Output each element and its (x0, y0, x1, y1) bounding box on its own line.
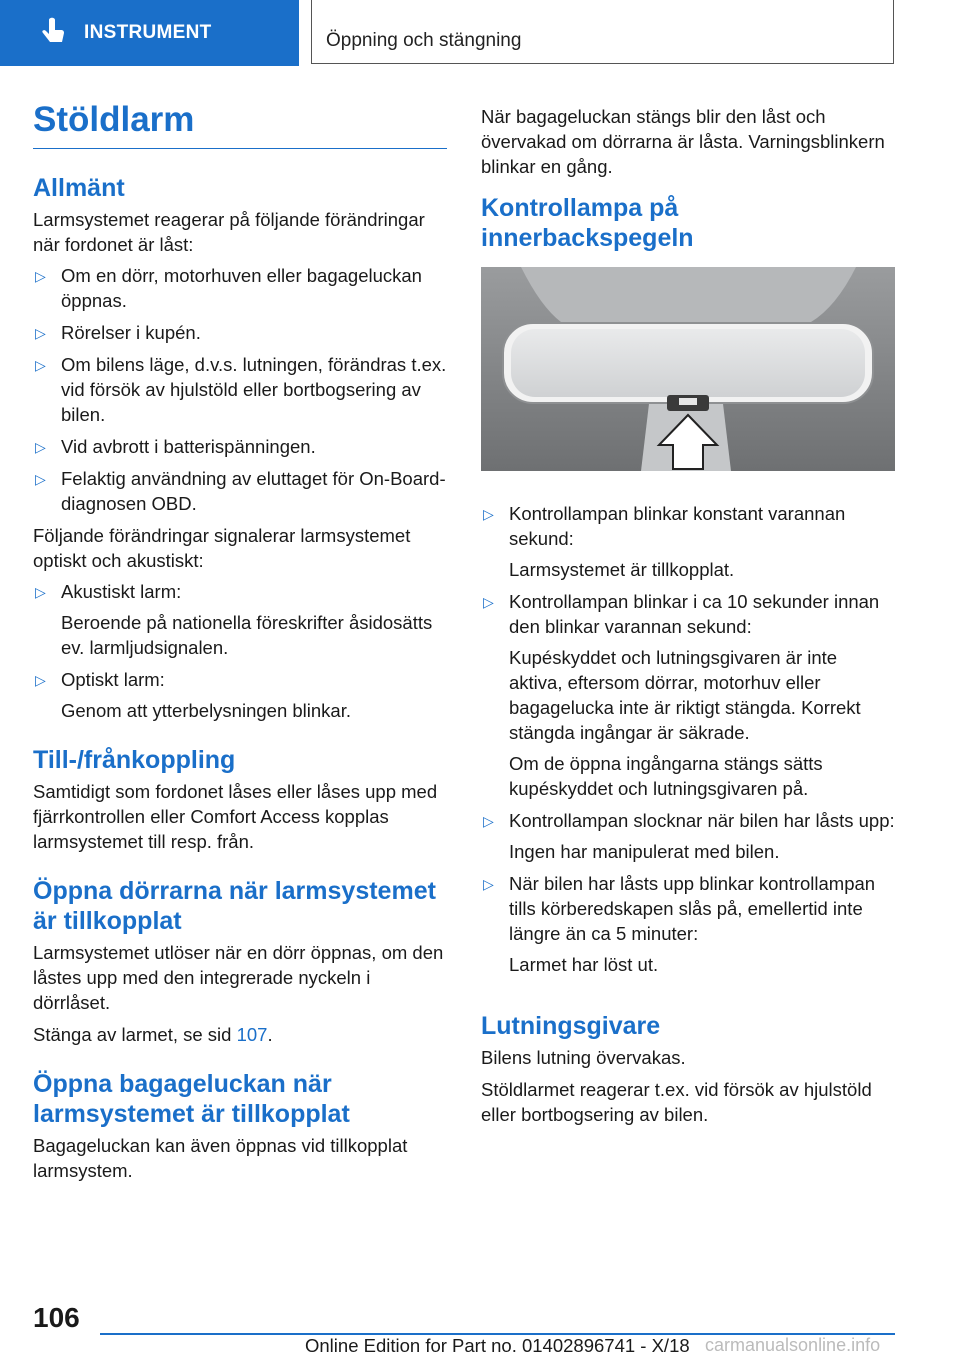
page-title: Stöldlarm (33, 100, 447, 149)
section-tab[interactable] (0, 0, 299, 66)
list-subtext: Genom att ytterbelysningen blinkar. (61, 700, 351, 721)
list-item: ▷ Akustiskt larm: (35, 581, 182, 602)
list-item: ▷ Felaktig användning av eluttaget för On-Board-diagnosen OBD. (35, 468, 446, 514)
list-subtext: Ingen har manipulerat med bilen. (509, 841, 780, 862)
page-number: 106 (33, 1302, 80, 1333)
list-item: ▷ Rörelser i kupén. (35, 322, 201, 343)
list-item: ▷ Vid avbrott i batterispänningen. (35, 436, 316, 457)
open-trunk-text: Bagageluckan kan även öppnas vid tillkopplat larmsystem. (33, 1135, 408, 1181)
list-item: ▷ Kontrollampan blinkar konstant varannan sekund: (483, 503, 846, 549)
list-item: ▷ Kontrollampan slocknar när bilen har låsts upp: (483, 810, 895, 831)
chapter-header (311, 0, 894, 64)
page-link[interactable]: 107 (236, 1024, 268, 1045)
list-item: ▷ Kontrollampan blinkar i ca 10 sekunder innan den blinkar varannan sekund: (483, 591, 880, 637)
list-subtext: Larmsystemet är tillkopplat. (509, 559, 735, 580)
tilt-text-2: Stöldlarmet reagerar t.ex. vid försök av hjulstöld eller bortbogsering av bilen. (481, 1079, 872, 1125)
open-doors-text: Larmsystemet utlöser när en dörr öppnas, om den låstes upp med den integrerade nyckeln i dörrlåset. (33, 942, 444, 1013)
list-subtext: Beroende på nationella föreskrifter åsidosätts ev. larmljudsignalen. (61, 612, 433, 658)
trunk-lock-text: När bagageluckan stängs blir den låst och övervakad om dörrarna är låsta. Varningsblinkern blinkar en gång. (481, 106, 885, 177)
left-column (33, 100, 447, 1183)
chapter-label: Öppning och stängning (326, 30, 522, 51)
list-item: ▷ Optiskt larm: (35, 669, 165, 690)
heading-open-doors: Öppna dörrarna när larmsystemet är tillkopplat (33, 877, 436, 935)
right-column (481, 100, 895, 1127)
list-item: ▷ Om bilens läge, d.v.s. lutningen, förändras t.ex. vid försök av hjulstöld eller bortbogsering av bilen. (35, 354, 447, 425)
section-label: INSTRUMENT (84, 22, 212, 43)
tilt-text-1: Bilens lutning övervakas. (481, 1047, 686, 1068)
watermark: carmanualsonline.info (705, 1335, 881, 1355)
signal-intro: Följande förändringar signalerar larmsystemet optiskt och akustiskt: (33, 525, 411, 571)
rearview-mirror-illustration (481, 267, 895, 471)
list-subtext: Kupéskyddet och lutningsgivaren är inte aktiva, eftersom dörrar, motorhuv eller bagagelucka inte är riktigt stängda. Korrekt stängda ingångar är säkrade. (509, 647, 861, 743)
heading-open-trunk: Öppna bagageluckan när larmsystemet är tillkopplat (33, 1070, 350, 1128)
heading-tilt-sensor: Lutningsgivare (481, 1012, 661, 1040)
list-subtext: Larmet har löst ut. (509, 954, 659, 975)
edition-note: Online Edition for Part no. 01402896741 - X/18 (305, 1335, 690, 1356)
heading-toggle: Till-/frånkoppling (33, 746, 236, 774)
list-item: ▷ När bilen har låsts upp blinkar kontrollampan tills körberedskapen slås på, emellertid inte längre än ca 5 minuter: (483, 873, 876, 944)
page-reference: Stänga av larmet, se sid 107. (33, 1024, 273, 1045)
hand-pointer-icon (36, 16, 70, 50)
heading-general: Allmänt (33, 174, 125, 202)
general-intro: Larmsystemet reagerar på följande förändringar när fordonet är låst: (33, 209, 425, 255)
list-subtext: Om de öppna ingångarna stängs sätts kupéskyddet och lutningsgivaren på. (509, 753, 823, 799)
heading-indicator: Kontrollampa på innerbackspegeln (481, 194, 694, 252)
list-item: ▷ Om en dörr, motorhuven eller bagageluckan öppnas. (35, 265, 422, 311)
toggle-text: Samtidigt som fordonet låses eller låses upp med fjärrkontrollen eller Comfort Access kopplas larmsystemet till resp. från. (33, 781, 438, 852)
